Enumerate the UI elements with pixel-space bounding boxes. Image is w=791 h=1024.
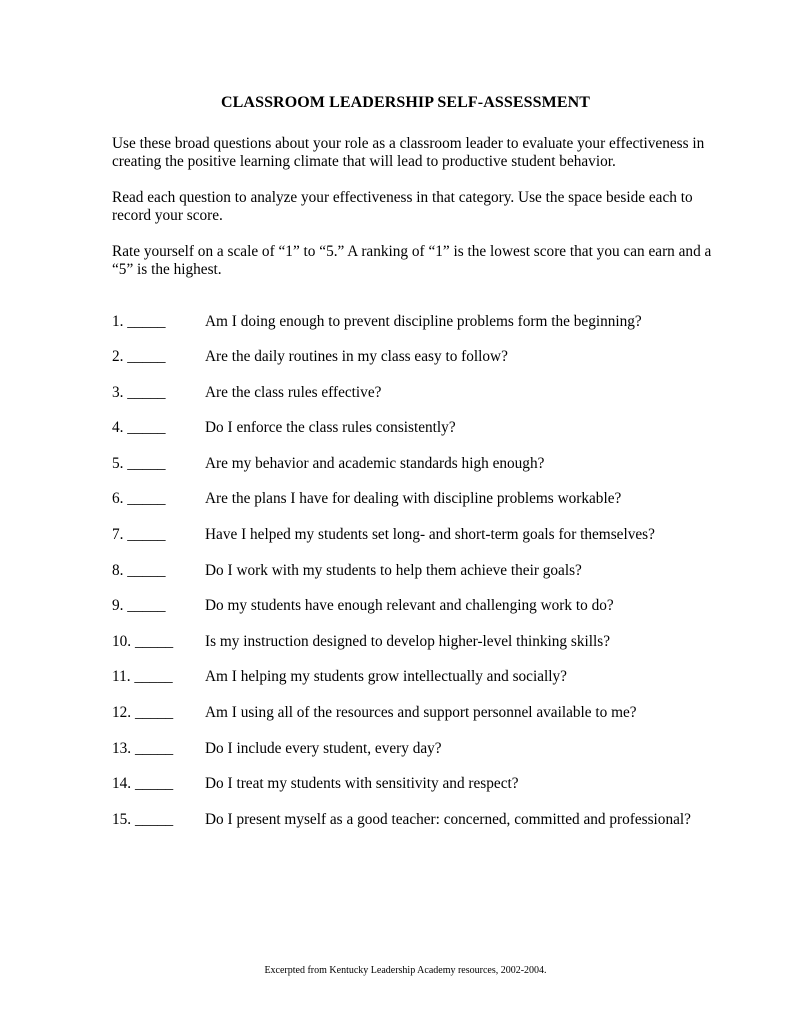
question-score-blank: 11. _____ — [112, 668, 173, 685]
question-text: Do I include every student, every day? — [205, 740, 442, 757]
question-text: Do my students have enough relevant and challenging work to do? — [205, 597, 614, 614]
question-text: Am I using all of the resources and support personnel available to me? — [205, 704, 637, 721]
question-text: Am I doing enough to prevent discipline problems form the beginning? — [205, 313, 642, 330]
intro-paragraph: Use these broad questions about your role as a classroom leader to evaluate your effectiveness in creating the positive learning climate that will lead to productive student behavior. — [112, 135, 705, 170]
question-text: Do I treat my students with sensitivity and respect? — [205, 775, 519, 792]
footer-citation: Excerpted from Kentucky Leadership Academy resources, 2002-2004. — [264, 965, 547, 976]
question-score-blank: 4. _____ — [112, 419, 166, 436]
question-score-blank: 7. _____ — [112, 526, 166, 543]
question-text: Do I present myself as a good teacher: concerned, committed and professional? — [205, 811, 691, 828]
question-text: Are the daily routines in my class easy to follow? — [205, 348, 508, 365]
question-score-blank: 8. _____ — [112, 562, 166, 579]
question-score-blank: 1. _____ — [112, 313, 166, 330]
question-score-blank: 2. _____ — [112, 348, 166, 365]
question-score-blank: 12. _____ — [112, 704, 174, 721]
question-text: Do I enforce the class rules consistently? — [205, 419, 456, 436]
question-score-blank: 10. _____ — [112, 633, 174, 650]
question-text: Am I helping my students grow intellectually and socially? — [205, 668, 567, 685]
question-text: Have I helped my students set long- and short-term goals for themselves? — [205, 526, 655, 543]
question-score-blank: 9. _____ — [112, 597, 166, 614]
question-text: Is my instruction designed to develop higher-level thinking skills? — [205, 633, 610, 650]
rating-scale-paragraph: Rate yourself on a scale of “1” to “5.” A ranking of “1” is the lowest score that you can earn and a “5” is the highest. — [112, 243, 712, 278]
question-score-blank: 3. _____ — [112, 384, 166, 401]
question-text: Are the plans I have for dealing with discipline problems workable? — [205, 490, 622, 507]
question-score-blank: 5. _____ — [112, 455, 166, 472]
question-score-blank: 15. _____ — [112, 811, 174, 828]
question-score-blank: 14. _____ — [112, 775, 174, 792]
question-text: Are my behavior and academic standards high enough? — [205, 455, 545, 472]
instructions-paragraph: Read each question to analyze your effectiveness in that category. Use the space beside each to record your score. — [112, 189, 693, 224]
question-text: Do I work with my students to help them achieve their goals? — [205, 562, 582, 579]
question-score-blank: 13. _____ — [112, 740, 174, 757]
question-score-blank: 6. _____ — [112, 490, 166, 507]
document-title: CLASSROOM LEADERSHIP SELF-ASSESSMENT — [220, 94, 591, 111]
question-text: Are the class rules effective? — [205, 384, 382, 401]
